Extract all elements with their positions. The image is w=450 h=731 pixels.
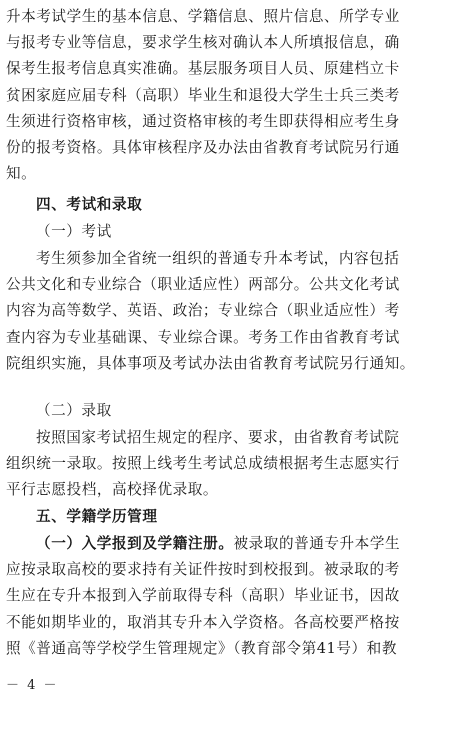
subheading-admission [0,398,450,424]
text-line: 照《普通高等学校学生管理规定》（教育部令第41号）和教 [6,639,397,657]
text-line: 生应在专升本报到入学前取得专科（高职）毕业证书，因故 [6,587,400,605]
text-line: 内容为高等数学、英语、政治；专业综合（职业适应性）考 [6,302,400,320]
text-line: 不能如期毕业的，取消其专升本入学资格。各高校要严格按 [6,613,400,631]
text-line: 与报考专业等信息，要求学生核对确认本人所填报信息，确 [6,34,400,52]
text-line: 公共文化和专业综合（职业适应性）两部分。公共文化考试 [6,276,400,294]
heading-text: 五、学籍学历管理 [36,508,158,525]
heading-text: （一）考试 [36,223,112,240]
inline-text: 被录取的普通专升本学生 [233,535,401,552]
paragraph-exam-content [0,246,450,377]
text-line [0,531,450,557]
paragraph-enrollment [0,531,450,662]
text-line: 查内容为专业基础课、专业综合课。考务工作由省教育考试 [6,328,400,346]
text-line: 院组织实施，具体事项及考试办法由省教育考试院另行通知。 [6,354,415,372]
text-line: 保考生报考信息真实准确。基层服务项目人员、原建档立卡 [6,60,400,78]
text-line: 知。 [6,165,37,183]
text-line: 应按录取高校的要求持有关证件按时到校报到。被录取的考 [6,561,400,579]
text-line: 考生须参加全省统一组织的普通专升本考试，内容包括 [36,250,400,267]
paragraph-admission [0,425,450,504]
text-line: 生须进行资格审核，通过资格审核的考生即获得相应考生身 [6,112,400,130]
subheading-exam [0,219,450,245]
text-line: 贫困家庭应届专科（高职）毕业生和退役大学生士兵三类考 [6,86,400,104]
section-heading-student-status [0,504,450,530]
text-line: 组织统一录取。按照上线考生考试总成绩根据考生志愿实行 [6,455,400,473]
text-line: 份的报考资格。具体审核程序及办法由省教育考试院另行通 [6,138,400,156]
text-line: 升本考试学生的基本信息、学籍信息、照片信息、所学专业 [6,8,400,25]
heading-text: 四、考试和录取 [36,196,143,213]
text-line: 按照国家考试招生规定的程序、要求，由省教育考试院 [36,429,400,446]
inline-subheading: （一）入学报到及学籍注册。 [36,535,234,552]
section-heading-exam-admission [0,192,450,218]
text-line: 平行志愿投档，高校择优录取。 [6,481,219,499]
page-number: － 4 － [6,678,59,693]
paragraph-qualification-review [0,4,450,187]
heading-text: （二）录取 [36,402,112,419]
